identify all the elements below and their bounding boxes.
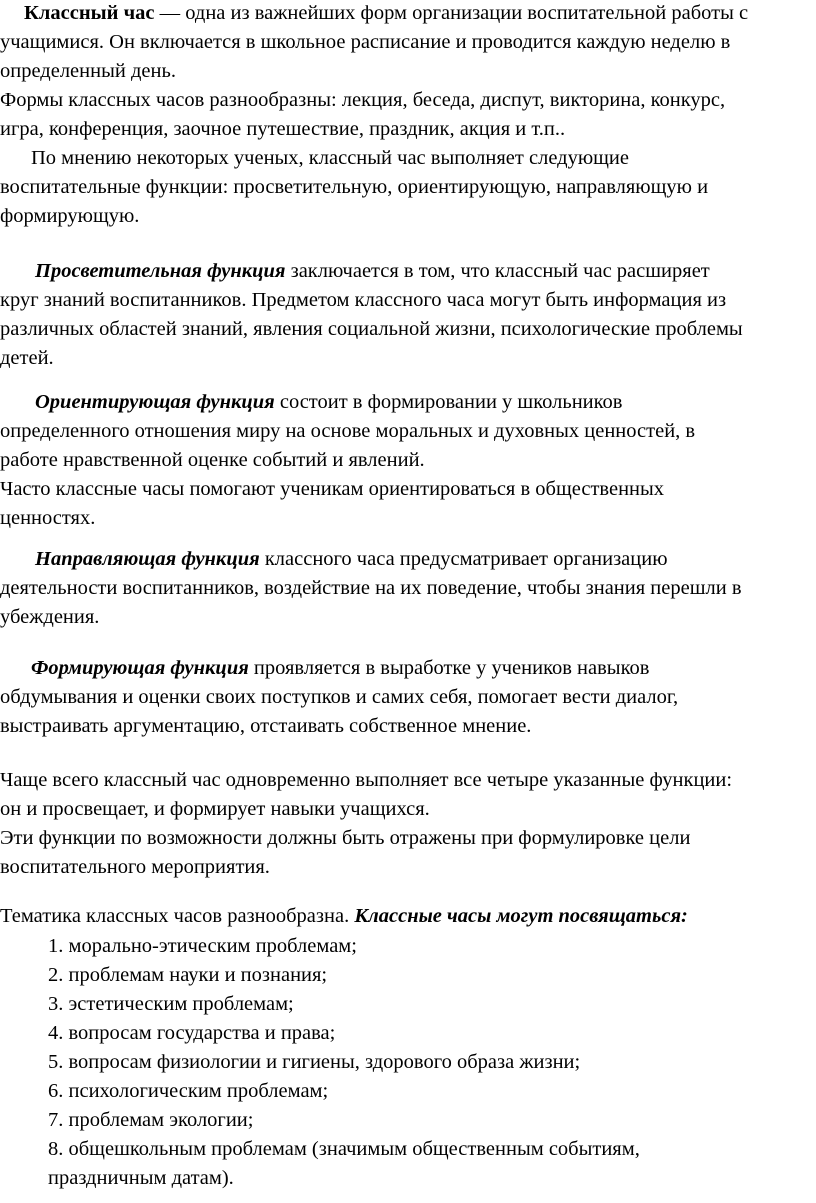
- topics-list-item: 3. эстетическим проблемам;: [48, 993, 294, 1015]
- forming-line-1-text: проявляется в выработке у учеников навыков: [248, 657, 650, 679]
- intro-line-1-text: — одна из важнейших форм организации воспитательной работы с: [154, 2, 749, 24]
- topics-list-item: 2. проблемам науки и познания;: [48, 964, 328, 986]
- forming-line-1: [0, 654, 816, 683]
- topics-list-item: 7. проблемам экологии;: [48, 1109, 254, 1131]
- opinion-paragraph: [0, 144, 816, 231]
- topics-list-item: 6. психологическим проблемам;: [48, 1080, 329, 1102]
- intro-line-2: учащимися. Он включается в школьное расписание и проводится каждую неделю в: [0, 31, 731, 53]
- summary-line-2: он и просвещает, и формирует навыки учащихся.: [0, 798, 430, 820]
- topics-list-item: 5. вопросам физиологии и гигиены, здорового образа жизни;: [48, 1051, 581, 1073]
- directing-line-1: [0, 545, 816, 574]
- topics-list-item: 1. морально-этическим проблемам;: [48, 935, 357, 957]
- summary-paragraph: [0, 766, 816, 882]
- topics-list-item: 4. вопросам государства и права;: [48, 1022, 336, 1044]
- orienting-line-4: Часто классные часы помогают ученикам ориентироваться в общественных: [0, 478, 665, 500]
- forming-function-paragraph: [0, 654, 816, 741]
- educational-function-term: Просветительная функция: [35, 260, 286, 282]
- directing-line-2: деятельности воспитанников, воздействие на их поведение, чтобы знания перешли в: [0, 577, 742, 599]
- orienting-line-1-text: состоит в формировании у школьников: [274, 391, 623, 413]
- summary-line-3: Эти функции по возможности должны быть отражены при формулировке цели: [0, 827, 691, 849]
- orienting-line-3: работе нравственной оценке событий и явлений.: [0, 449, 425, 471]
- directing-line-1-text: классного часа предусматривает организацию: [259, 548, 668, 570]
- orienting-line-5: ценностях.: [0, 507, 96, 529]
- educational-line-1-text: заключается в том, что классный час расширяет: [285, 260, 710, 282]
- forms-paragraph: [0, 86, 816, 144]
- educational-function-paragraph: [0, 257, 816, 373]
- intro-line-1: [0, 0, 816, 28]
- summary-line-1: Чаще всего классный час одновременно выполняет все четыре указанные функции:: [0, 769, 733, 791]
- intro-paragraph: [0, 0, 816, 86]
- intro-line-3: определенный день.: [0, 60, 176, 82]
- forming-line-3: выстраивать аргументацию, отстаивать собственное мнение.: [0, 715, 532, 737]
- educational-line-1: [0, 257, 816, 286]
- topics-list-item: праздничным датам).: [48, 1167, 234, 1189]
- educational-line-3: различных областей знаний, явления социальной жизни, психологические проблемы: [0, 318, 743, 340]
- forms-line-1: Формы классных часов разнообразны: лекция, беседа, диспут, викторина, конкурс,: [0, 89, 726, 111]
- orienting-function-term: Ориентирующая функция: [35, 391, 275, 413]
- directing-function-term: Направляющая функция: [35, 548, 260, 570]
- topics-list-item: 8. общешкольным проблемам (значимым общественным событиям,: [48, 1138, 640, 1160]
- topics-emphasis: Классные часы могут посвящаться:: [354, 905, 688, 927]
- orienting-line-1: [0, 388, 816, 417]
- directing-function-paragraph: [0, 545, 816, 632]
- orienting-function-paragraph: [0, 388, 816, 533]
- summary-line-4: воспитательного мероприятия.: [0, 856, 270, 878]
- topics-list: [48, 932, 808, 1193]
- forming-function-term: Формирующая функция: [31, 657, 249, 679]
- forms-line-2: игра, конференция, заочное путешествие, праздник, акция и т.п..: [0, 118, 566, 140]
- opinion-line-1: По мнению некоторых ученых, классный час выполняет следующие: [31, 147, 629, 169]
- topics-intro-text: Тематика классных часов разнообразна.: [0, 905, 355, 927]
- opinion-line-3: формирующую.: [0, 205, 140, 227]
- educational-line-2: круг знаний воспитанников. Предметом классного часа могут быть информация из: [0, 289, 727, 311]
- topics-intro-line: [0, 902, 816, 931]
- forming-line-2: обдумывания и оценки своих поступков и самих себя, помогает вести диалог,: [0, 686, 679, 708]
- educational-line-4: детей.: [0, 347, 54, 369]
- intro-term: Классный час: [24, 2, 155, 24]
- orienting-line-2: определенного отношения миру на основе моральных и духовных ценностей, в: [0, 420, 696, 442]
- opinion-line-2: воспитательные функции: просветительную, ориентирующую, направляющую и: [0, 176, 709, 198]
- topics-intro: [0, 902, 816, 931]
- directing-line-3: убеждения.: [0, 606, 100, 628]
